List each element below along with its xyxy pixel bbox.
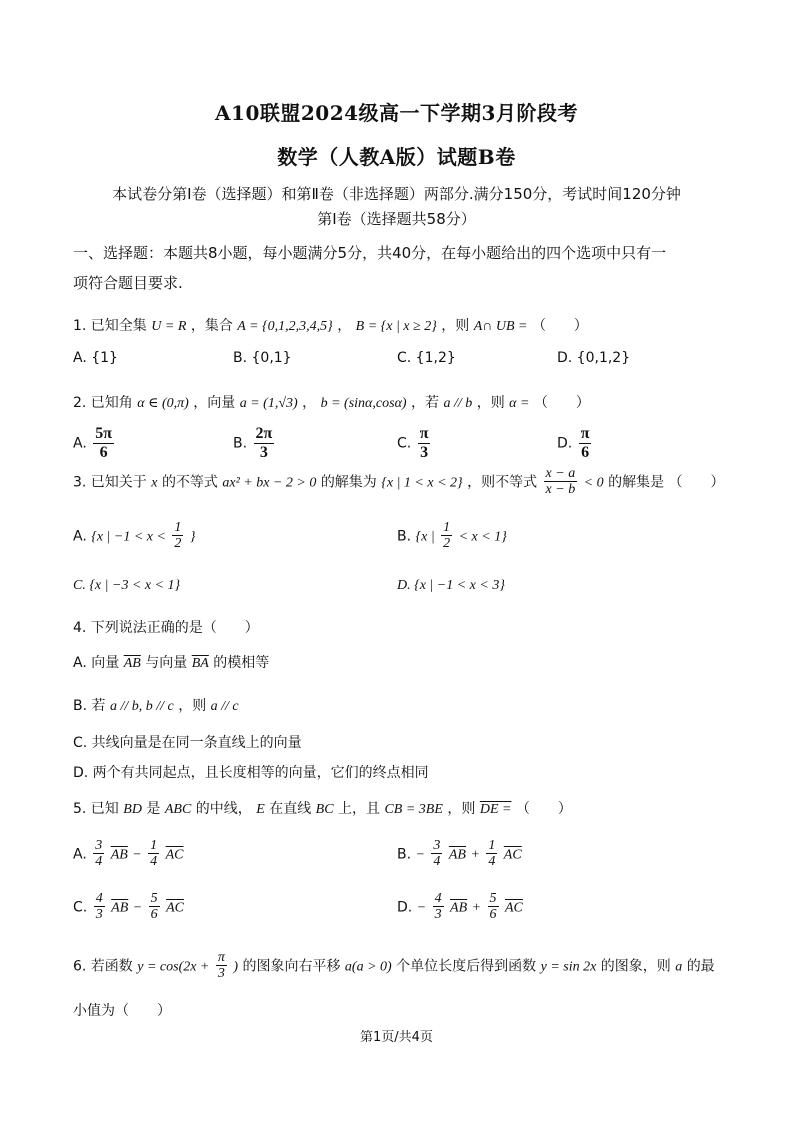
exam-subtitle: 数学（人教A版）试题B卷 [277,145,516,169]
q5-option-a [73,838,184,870]
q5-text-3: 的中线， [195,801,252,817]
q3-text-5: 的解集是 [608,474,665,491]
q3-option-a-end: } [189,529,196,545]
q3-text-2: 的不等式 [161,474,218,491]
q2-option-d-num: π [580,425,590,442]
q5-option-b-v1: $\overline{AB}$ [448,847,466,863]
q6-text-4: 的图象，则 [600,958,671,975]
q2-option-a-den: 6 [99,443,108,461]
q4-option-b-condition: a // b, b // c [109,699,174,714]
q5-option-b-label: B. [397,846,412,863]
q5-option-c-n1: 4 [95,891,103,906]
q2-option-d-den: 6 [581,443,590,461]
q5-option-a-n2: 1 [150,838,158,853]
q1-option-b: B. {0,1} [233,350,292,366]
q3-option-b [397,520,507,552]
q3-option-c: C. {x | −3 < x < 1} [73,578,181,593]
q5-option-c-v1: $\overline{AB}$ [111,900,129,916]
q6-text-2: 的图象向右平移 [242,958,341,975]
q5-option-d-d2: 6 [489,907,497,923]
q2-option-b-num: 2π [255,425,273,442]
q3-fraction-den: x − b [545,482,576,498]
q5-option-b-n2: 1 [488,838,496,853]
q4-option-c: C. 共线向量是在同一条直线上的向量 [73,735,302,751]
q1-option-c: C. {1,2} [397,350,456,366]
section-heading: 第Ⅰ卷（选择题共58分） [317,210,476,228]
q2-option-c-den: 3 [420,443,429,461]
q1-set-a: A = {0,1,2,3,4,5} [237,319,333,334]
q6-variable-a: a [675,959,683,975]
question-5 [73,798,572,818]
q2-option-a-label: A. [73,435,87,452]
q5-vector-de: DE = [479,802,512,817]
q4-option-d: D. 两个有共同起点，且长度相等的向量，它们的终点相同 [73,765,429,781]
q5-option-b-op: + [470,847,480,863]
q4-option-a-text-1: A. 向量 [73,655,120,671]
q5-option-c-d1: 3 [95,907,103,923]
q5-option-d-d1: 3 [434,907,442,923]
q3-fraction-num: x − a [545,466,576,481]
question-3 [73,466,725,498]
q5-option-b-v2: $\overline{AC}$ [503,847,522,863]
q4-option-b [73,695,239,715]
question-4: 4. 下列说法正确的是（ ） [73,620,259,636]
q3-relation: < 0 [583,475,604,491]
q2-option-d [557,425,593,462]
q3-text-3: 的解集为 [320,474,377,491]
q5-option-b-d2: 4 [488,854,496,870]
q1-paren: （ ） [531,318,588,334]
q6-text-3: 个单位长度后得到函数 [396,958,537,975]
q5-option-d-op: + [471,900,482,916]
q5-option-b-d1: 4 [433,854,441,870]
q5-option-a-d1: 4 [95,854,103,870]
q6-text-5: 的最 [686,958,715,975]
q5-option-d [397,891,523,923]
q3-option-b-den: 2 [443,536,451,552]
q3-option-b-end: < x < 1} [458,529,507,545]
q5-option-c-d2: 6 [150,907,158,923]
q6-fraction-den: 3 [217,966,225,982]
q6-fraction-num: π [217,950,225,965]
q5-option-d-n2: 5 [489,891,497,906]
q5-option-b-n1: 3 [433,838,441,853]
q3-option-a [73,520,195,552]
q5-text-1: 5. 已知 [73,801,119,817]
q5-option-d-sign: − [416,900,427,916]
q5-option-d-label: D. [397,899,413,916]
q5-relation: CB = 3BE [384,802,443,817]
q2-option-c-label: C. [397,435,412,452]
q2-option-c [397,425,432,462]
q2-option-a-num: 5π [95,425,112,442]
q1-text-mid: ，集合 [190,318,233,334]
q2-paren: （ ） [533,395,590,411]
q2-option-b [233,425,276,462]
q2-option-b-den: 3 [259,443,268,461]
q3-option-a-num: 1 [174,520,182,535]
q5-option-c-op: − [132,900,143,916]
q5-triangle: ABC [164,802,192,817]
q5-option-a-n1: 3 [95,838,103,853]
q5-option-d-v1: $\overline{AB}$ [450,900,468,916]
q6-function-1: y = cos(2x + [137,959,210,975]
q6-line-2: 小值为（ ） [73,1003,171,1019]
q2-text-1: 2. 已知角 [73,395,133,411]
q3-text-1: 3. 已知关于 [73,474,147,491]
q5-option-a-v2: $\overline{AC}$ [165,847,184,863]
exam-title: A10联盟2024级高一下学期3月阶段考 [215,101,578,125]
q5-option-a-v1: $\overline{AB}$ [110,847,128,863]
q1-expression: A∩ UB = [473,319,528,334]
q5-option-a-d2: 4 [150,854,158,870]
q2-text-4: ，则 [476,395,505,411]
q2-angle-range: α ∈ (0,π) [137,396,189,411]
q5-option-a-op: − [132,847,142,863]
question-6 [73,950,715,982]
q4-vector-ab: $\overline{AB}$ [123,656,141,671]
q1-text-tail: ，则 [441,318,470,334]
q5-text-6: ，则 [447,801,476,817]
q5-line-bc: BC [315,802,334,817]
q4-option-b-text-1: B. 若 [73,698,106,714]
q5-option-a-label: A. [73,846,87,863]
q1-option-d: D. {0,1,2} [557,350,631,366]
q2-parallel: a // b [443,396,473,411]
q1-set-b: B = {x | x ≥ 2} [355,319,437,334]
q6-shift: a(a > 0) [344,959,392,975]
q2-text-2: ，向量 [193,395,236,411]
q6-function-1-end: ) [233,959,239,975]
instructions-line-2: 项符合题目要求. [73,274,183,292]
q3-option-a-den: 2 [174,536,182,552]
q5-point-e: E [256,802,265,817]
q4-option-b-text-2: ，则 [178,698,207,714]
q4-option-a [73,652,269,672]
q4-vector-ba: $\overline{BA}$ [191,656,209,671]
q3-option-b-num: 1 [443,520,451,535]
q2-vector-a: a = (1,√3) [239,396,298,411]
question-1: 1. 已知全集 U = R ，集合 A = {0,1,2,3,4,5} ， B = {x | x ≥ 2} ，则 A∩ UB = （ ） [73,318,588,334]
q2-sep: ， [302,395,317,411]
q2-option-b-label: B. [233,435,248,452]
q5-text-5: 上，且 [338,801,381,817]
q5-option-c-n2: 5 [150,891,158,906]
q5-option-c-v2: $\overline{AC}$ [166,900,184,916]
q2-text-3: ，若 [411,395,440,411]
q5-option-c [73,891,184,923]
q3-solution-set: {x | 1 < x < 2} [381,475,463,491]
q5-text-2: 是 [146,801,161,817]
q5-paren: （ ） [515,801,572,817]
q5-option-b-sign: − [415,847,425,863]
q5-option-d-v2: $\overline{AC}$ [504,900,523,916]
instructions-line-1: 一、选择题：本题共8小题，每小题满分5分，共40分，在每小题给出的四个选项中只有一 [73,244,667,262]
q5-bd: BD [123,802,142,817]
q5-option-c-label: C. [73,899,88,916]
q3-option-b-set: {x | [415,529,435,545]
q2-option-a [73,425,116,462]
q5-option-d-n1: 4 [434,891,442,906]
q4-option-a-text-2: 与向量 [145,655,188,671]
q2-ask: α = [509,396,530,411]
q3-option-a-set: {x | −1 < x < [91,529,166,545]
q3-option-a-label: A. [73,528,87,545]
q3-option-d: D. {x | −1 < x < 3} [397,578,505,593]
q3-variable: x [151,475,158,491]
q6-function-2: y = sin 2x [540,959,597,975]
q2-option-c-num: π [419,425,429,442]
q4-option-a-text-3: 的模相等 [213,655,270,671]
q3-option-b-label: B. [397,528,412,545]
q2-option-d-label: D. [557,435,573,452]
q5-text-4: 在直线 [269,801,312,817]
question-2 [73,392,590,412]
q2-vector-b: b = (sinα,cosα) [320,396,407,411]
q4-option-b-result: a // c [210,699,239,714]
q6-text-1: 6. 若函数 [73,958,133,975]
q1-universal-set: U = R [151,319,187,334]
q1-text: 1. 已知全集 [73,318,147,334]
q3-paren: （ ） [668,474,725,491]
q3-text-4: ，则不等式 [467,474,538,491]
q1-option-a: A. {1} [73,350,118,366]
page-footer: 第1页/共4页 [360,1030,433,1045]
q3-inequality: ax² + bx − 2 > 0 [222,475,317,491]
q5-option-b [397,838,522,870]
intro-line: 本试卷分第Ⅰ卷（选择题）和第Ⅱ卷（非选择题）两部分.满分150分，考试时间120分钟 [112,185,681,203]
